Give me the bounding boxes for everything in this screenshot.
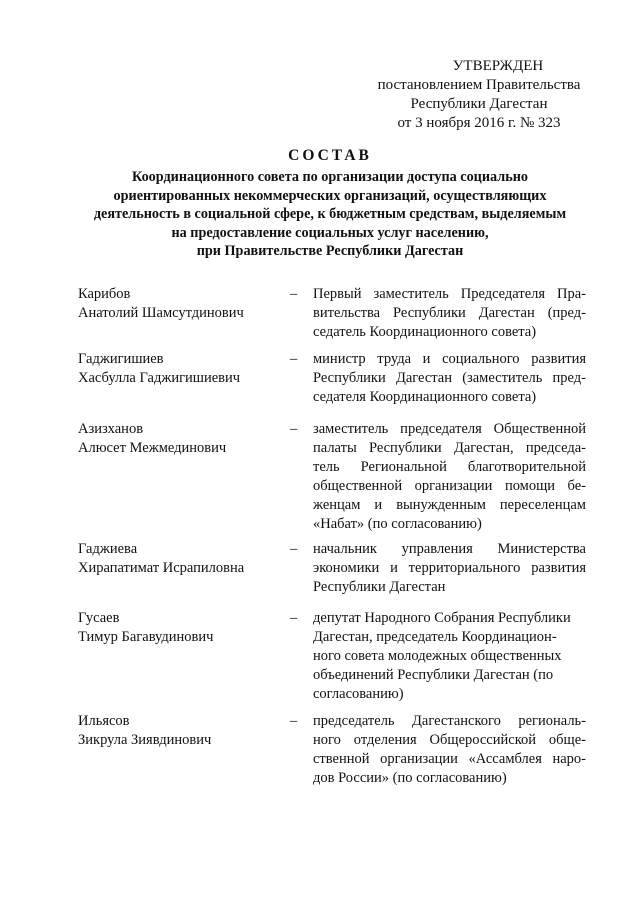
role-line: депутат Народного Собрания Республики [313,610,571,626]
member-role [313,609,586,704]
member-role [313,350,586,407]
role-line: экономики и территориального развития [313,560,586,576]
member-surname: Ильясов [78,713,130,729]
role-line: «Набат» (по согласованию) [313,516,482,532]
member-person [78,350,278,387]
subtitle-line: Координационного совета по организации доступа социально [132,169,528,185]
separator-dash: – [290,610,298,626]
member-surname: Карибов [78,286,131,302]
member-given-name: Хирапатимат Исрапиловна [78,559,245,576]
role-line: объединений Республики Дагестан (по [313,667,554,683]
document-subtitle [56,168,604,261]
role-line: председатель Дагестанского региональ- [313,713,586,729]
member-surname: Гаджигишиев [78,351,164,367]
member-surname: Азизханов [78,421,144,437]
role-line: общественной организации помощи бе- [313,478,586,494]
role-line: начальник управления Министерства [313,541,586,557]
member-role [313,712,586,788]
role-line: тель Региональной благотворительной [313,459,586,475]
member-given-name: Тимур Багавудинович [78,628,214,645]
approval-heading: УТВЕРЖДЕН [452,58,544,74]
document-title: СОСТАВ [288,147,372,164]
role-line: заместитель председателя Общественной [313,421,586,437]
role-line: министр труда и социального развития [313,351,586,367]
approval-date-line: от 3 ноября 2016 г. № 323 [397,115,561,131]
role-line: дов России» (по согласованию) [313,770,507,786]
subtitle-line: на предоставление социальных услуг населению, [171,224,489,241]
role-line: палаты Республики Дагестан, председа- [313,440,586,456]
subtitle-line: деятельность в социальной сфере, к бюджетным средствам, выделяемым [93,206,567,222]
member-person [78,285,278,322]
role-line: Первый заместитель Председателя Пра- [313,286,586,302]
member-given-name: Хасбулла Гаджигишиевич [78,369,241,386]
role-line: Республики Дагестан [313,579,446,595]
member-given-name: Анатолий Шамсутдинович [78,304,244,321]
member-person [78,540,278,577]
role-line: седателя Координационного совета) [313,389,537,405]
separator-dash: – [290,286,298,302]
role-line: седатель Координационного совета) [313,324,537,340]
approval-line: Республики Дагестан [410,96,548,112]
member-given-name: Алюсет Межмединович [78,439,227,456]
separator-dash: – [290,421,298,437]
member-role [313,285,586,342]
member-surname: Гаджиева [78,541,138,557]
subtitle-line: при Правительстве Республики Дагестан [196,243,464,259]
member-given-name: Зикрула Зиявдинович [78,731,212,748]
member-person [78,420,278,457]
subtitle-line: ориентированных некоммерческих организаций, осуществляющих [113,187,547,204]
separator-dash: – [290,351,298,367]
role-line: вительства Республики Дагестан (пред- [313,305,586,321]
separator-dash: – [290,541,298,557]
approval-stamp [370,57,588,133]
member-surname: Гусаев [78,610,120,626]
role-line: Дагестан, председатель Координацион- [313,629,557,645]
role-line: ного отделения Общероссийской обще- [313,732,586,748]
member-role [313,420,586,534]
role-line: согласованию) [313,686,404,702]
role-line: ного совета молодежных общественных [313,648,562,664]
member-role [313,540,586,597]
role-line: женцам и вынужденным переселенцам [313,497,586,513]
member-person [78,609,278,646]
role-line: ственной организации «Ассамблея наро- [313,751,586,767]
approval-line: постановлением Правительства [377,77,581,93]
separator-dash: – [290,713,298,729]
role-line: Республики Дагестан (заместитель пред- [313,370,586,386]
member-person [78,712,278,749]
